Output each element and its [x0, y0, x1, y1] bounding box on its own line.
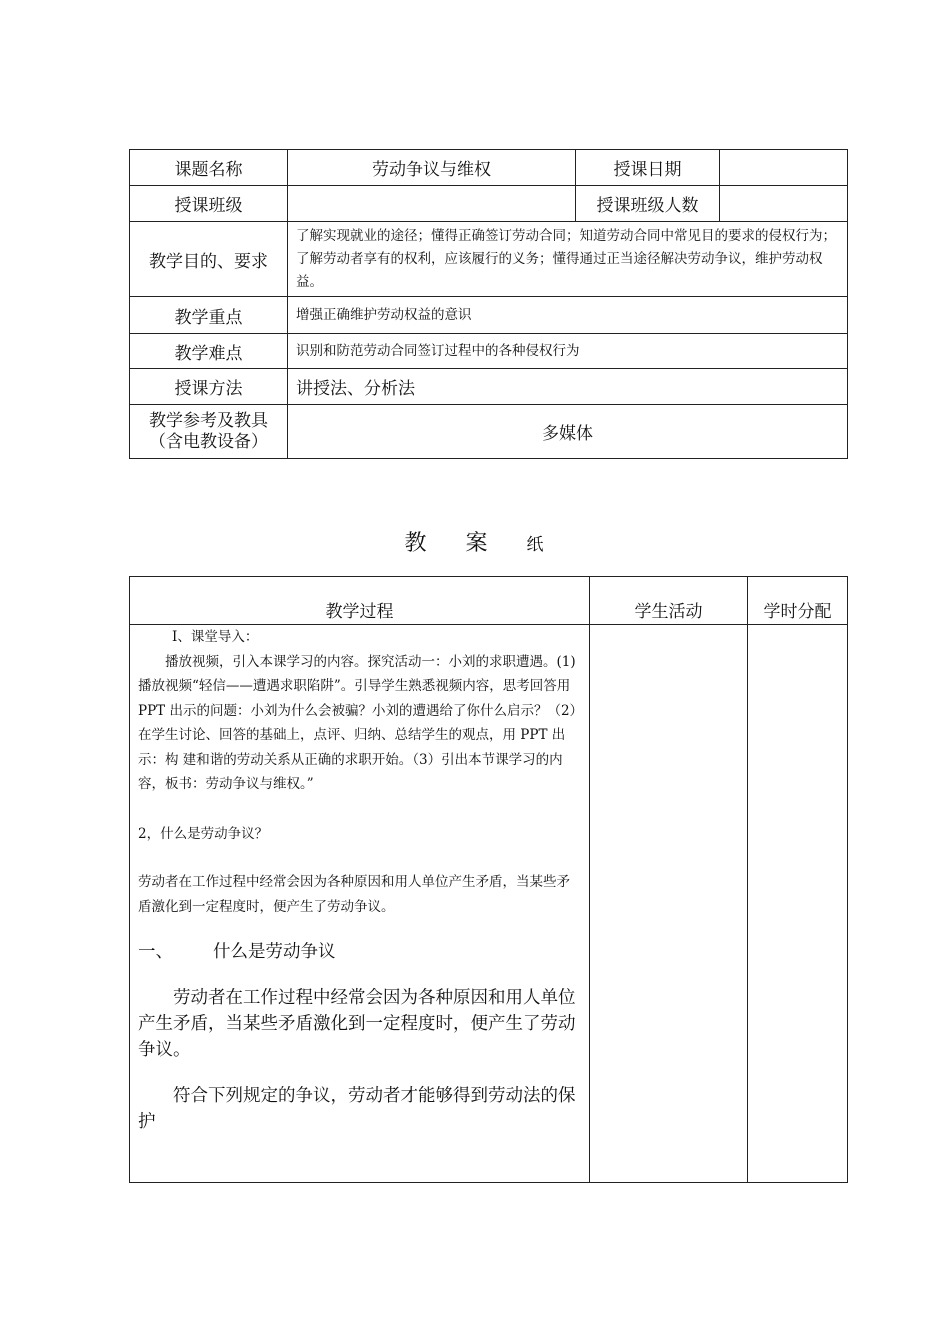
heading-char-2: 案: [465, 531, 490, 556]
key-point-label: 教学重点: [130, 297, 288, 334]
lesson-plan-table: [129, 576, 848, 1183]
section-paragraph-2: 符合下列规定的争议，劳动者才能够得到劳动法的保护: [138, 1086, 576, 1132]
section-heading: [130, 939, 589, 965]
section-number: 一、: [138, 942, 173, 962]
course-name-value: 劳动争议与维权: [288, 150, 576, 186]
section-title: 什么是劳动争议: [213, 942, 336, 962]
class-size-label: 授课班级人数: [576, 186, 720, 222]
difficulty-label: 教学难点: [130, 334, 288, 369]
process-intro-heading: Ⅰ、课堂导入：: [172, 629, 259, 645]
reference-label-line1: 教学参考及教具: [149, 410, 268, 431]
reference-value: 多媒体: [288, 405, 848, 459]
class-size-value: [720, 186, 848, 222]
reference-label: [130, 405, 288, 459]
lesson-date-label: 授课日期: [576, 150, 720, 186]
column-header-student-activity: 学生活动: [590, 577, 748, 625]
lesson-date-value: [720, 150, 848, 186]
method-label: 授课方法: [130, 369, 288, 405]
reference-label-line2: （含电教设备）: [149, 431, 268, 452]
process-question: 2，什么是劳动争议？: [138, 825, 269, 842]
time-allocation-cell: [748, 625, 848, 1183]
section-paragraph-1: 劳动者在工作过程中经常会因为各种原因和用人单位产生矛盾，当某些矛盾激化到一定程度时，便产生了劳动争议。: [138, 988, 576, 1060]
student-activity-cell: [590, 625, 748, 1183]
teaching-goal-value: 了解实现就业的途径；懂得正确签订劳动合同；知道劳动合同中常见目的要求的侵权行为；了解劳动者享有的权利，应该履行的义务；懂得通过正当途径解决劳动争议，维护劳动权益。: [288, 222, 848, 297]
column-header-process: 教学过程: [130, 577, 590, 625]
heading-char-1: 教: [404, 531, 429, 556]
difficulty-value: 识别和防范劳动合同签订过程中的各种侵权行为: [288, 334, 848, 369]
teaching-goal-label: 教学目的、要求: [130, 222, 288, 297]
key-point-value: 增强正确维护劳动权益的意识: [288, 297, 848, 334]
column-header-time: 学时分配: [748, 577, 848, 625]
process-content: [130, 625, 590, 1183]
process-intro-paragraph: 播放视频，引入本课学习的内容。探究活动一：小刘的求职遭遇。(1)播放视频“轻信——遭遇求职陷阱”。引导学生熟悉视频内容，思考回答用 PPT 出示的问题：小刘为什么会被骗？小刘的遭遇给了你什么启示？（2）在学生讨论、回答的基础上，点评、归纳、总结学生的观点，用 PPT 出示：构 建和谐的劳动关系从正确的求职开始。（3）引出本节课学习的内容，板书：劳动争议与维权。”: [138, 653, 577, 792]
heading-char-3: 纸: [526, 535, 546, 555]
class-label: 授课班级: [130, 186, 288, 222]
page-heading: [0, 526, 950, 557]
method-value: 讲授法、分析法: [288, 369, 848, 405]
course-name-label: 课题名称: [130, 150, 288, 186]
class-value: [288, 186, 576, 222]
course-info-table: [129, 149, 848, 459]
process-definition: 劳动者在工作过程中经常会因为各种原因和用人单位产生矛盾，当某些矛盾激化到一定程度时，便产生了劳动争议。: [138, 874, 570, 915]
